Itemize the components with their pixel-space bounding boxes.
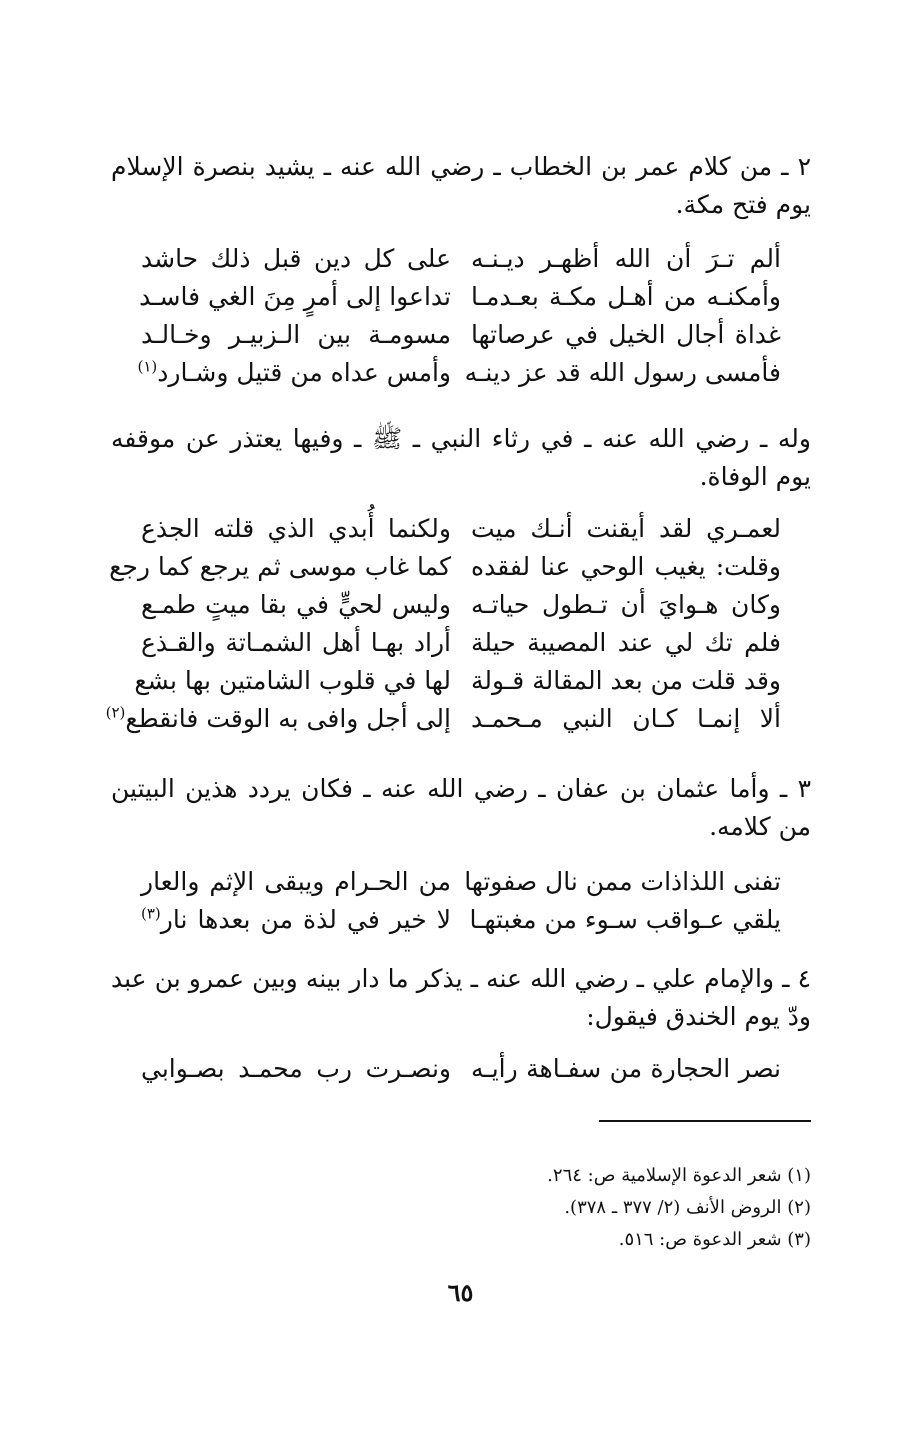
- footnote-2: (٢) الروض الأنف (٢/ ٣٧٧ ـ ٣٧٨).: [564, 1197, 811, 1218]
- verse: [109, 548, 781, 586]
- verse-second-hemistich: [141, 863, 451, 901]
- section-2-followup: وله ـ رضي الله عنه ـ في رثاء النبي ـ ﷺ ـ وفيها يعتذر عن موقفه يوم الوفاة.: [111, 424, 811, 491]
- verse-first-hemistich: وقد قلت من بعد المقالة قـولة: [471, 666, 781, 695]
- verse: [141, 240, 781, 278]
- verse-first-hemistich: وأمكنـه من أهـل مكـة بعـدمـا: [471, 282, 781, 311]
- verse: [137, 354, 781, 392]
- section-4-intro: ٤ ـ والإمام علي ـ رضي الله عنه ـ يذكر ما دار بينه وبين عمرو بن عبد ودّ يوم الخندق فيقول:: [111, 964, 811, 1031]
- verse: [141, 624, 781, 662]
- verse-second-hemistich-text: تداعوا إلى أمرٍ مِنَ الغي فاسـد: [139, 282, 451, 311]
- verse-first-hemistich: فأمسى رسول الله قد عز دينـه: [464, 358, 781, 387]
- verse-second-hemistich-text: مسومـة بين الـزبيـر وخـالـد: [141, 320, 451, 349]
- section-2-intro: ٢ ـ من كلام عمر بن الخطاب ـ رضي الله عنه ـ يشيد بنصرة الإسلام يوم فتح مكة.: [111, 152, 811, 219]
- verse-second-hemistich-text: ولكنما أُبدي الذي قلته الجذع: [141, 514, 451, 543]
- verse: [141, 863, 781, 901]
- footnote-marker: (٢): [105, 703, 126, 722]
- verse-first-hemistich: تفنى اللذاذات ممن نال صفوتها: [464, 867, 781, 896]
- footnote-3: (٣) شعر الدعوة ص: ٥١٦.: [618, 1229, 811, 1250]
- verse-second-hemistich-text: وليس لحيٍّ في بقا ميتٍ طمـع: [141, 590, 451, 619]
- verse-second-hemistich-text: لها في قلوب الشامتين بها بشع: [134, 666, 451, 695]
- verse-first-hemistich: لعمـري لقد أيقنت أنـك ميت: [471, 514, 781, 543]
- verse-first-hemistich: غداة أجال الخيل في عرصاتها: [471, 320, 781, 349]
- poem-ali: [141, 1050, 781, 1088]
- verse-second-hemistich: [109, 548, 451, 586]
- verse-second-hemistich-text: أراد بهـا أهل الشمـاتة والقـذع: [141, 628, 451, 657]
- verse-second-hemistich: [141, 278, 451, 316]
- verse-first-hemistich: ألا إنمـا كـان النبي مـحمـد: [471, 704, 781, 733]
- verse-second-hemistich: [141, 510, 451, 548]
- verse-second-hemistich: [141, 901, 451, 939]
- footnote-divider: [599, 1120, 811, 1122]
- verse-first-hemistich: نصر الحجارة من سفـاهة رأيـه: [471, 1054, 781, 1083]
- verse: [141, 316, 781, 354]
- verse: [141, 901, 781, 939]
- verse-second-hemistich-text: من الحـرام ويبقى الإثم والعار: [141, 867, 451, 896]
- verse-second-hemistich: [134, 662, 451, 700]
- footnote-1: (١) شعر الدعوة الإسلامية ص: ٢٦٤.: [547, 1165, 811, 1186]
- verse-second-hemistich-text: على كل دين قبل ذلك حاشد: [141, 244, 451, 273]
- verse-second-hemistich-text: ونصـرت رب محمـد بصـوابي: [141, 1054, 451, 1083]
- section-3-intro: ٣ ـ وأما عثمان بن عفان ـ رضي الله عنه ـ فكان يردد هذين البيتين من كلامه.: [111, 774, 811, 841]
- verse: [141, 1050, 781, 1088]
- verse-first-hemistich: يلقي عـواقب سـوء من مغبتهـا: [469, 905, 781, 934]
- page-number: ٦٥: [447, 1278, 474, 1307]
- poem-umar-conquest: [137, 240, 781, 392]
- verse-first-hemistich: فلم تك لي عند المصيبة حيلة: [471, 628, 781, 657]
- verse-second-hemistich-text: كما غاب موسى ثم يرجع كما رجع: [109, 552, 451, 581]
- poem-umar-elegy: [105, 510, 781, 738]
- verse-second-hemistich: [141, 316, 451, 354]
- verse-first-hemistich: وكان هـوايَ أن تـطول حياتـه: [471, 590, 781, 619]
- verse-second-hemistich-text: إلى أجل وافى به الوقت فانقطع: [125, 704, 451, 733]
- verse: [134, 662, 781, 700]
- verse: [141, 278, 781, 316]
- footnotes: [111, 1160, 811, 1256]
- verse-second-hemistich: [141, 240, 451, 278]
- poem-uthman: [141, 863, 781, 939]
- footnote-marker: (٣): [141, 904, 161, 923]
- verse-second-hemistich: [141, 624, 451, 662]
- verse-second-hemistich-text: وأمس عداه من قتيل وشـارد: [157, 358, 451, 387]
- verse: [141, 586, 781, 624]
- verse: [141, 510, 781, 548]
- verse-second-hemistich: [137, 354, 451, 392]
- verse-second-hemistich: [141, 586, 451, 624]
- verse-second-hemistich-text: لا خير في لذة من بعدها نار: [160, 905, 451, 934]
- verse-second-hemistich: [105, 700, 451, 738]
- verse: [105, 700, 781, 738]
- verse-second-hemistich: [141, 1050, 451, 1088]
- verse-first-hemistich: ألم تـرَ أن الله أظهـر ديـنـه: [471, 244, 781, 273]
- verse-first-hemistich: وقلت: يغيب الوحي عنا لفقده: [471, 552, 781, 581]
- footnote-marker: (١): [137, 357, 158, 376]
